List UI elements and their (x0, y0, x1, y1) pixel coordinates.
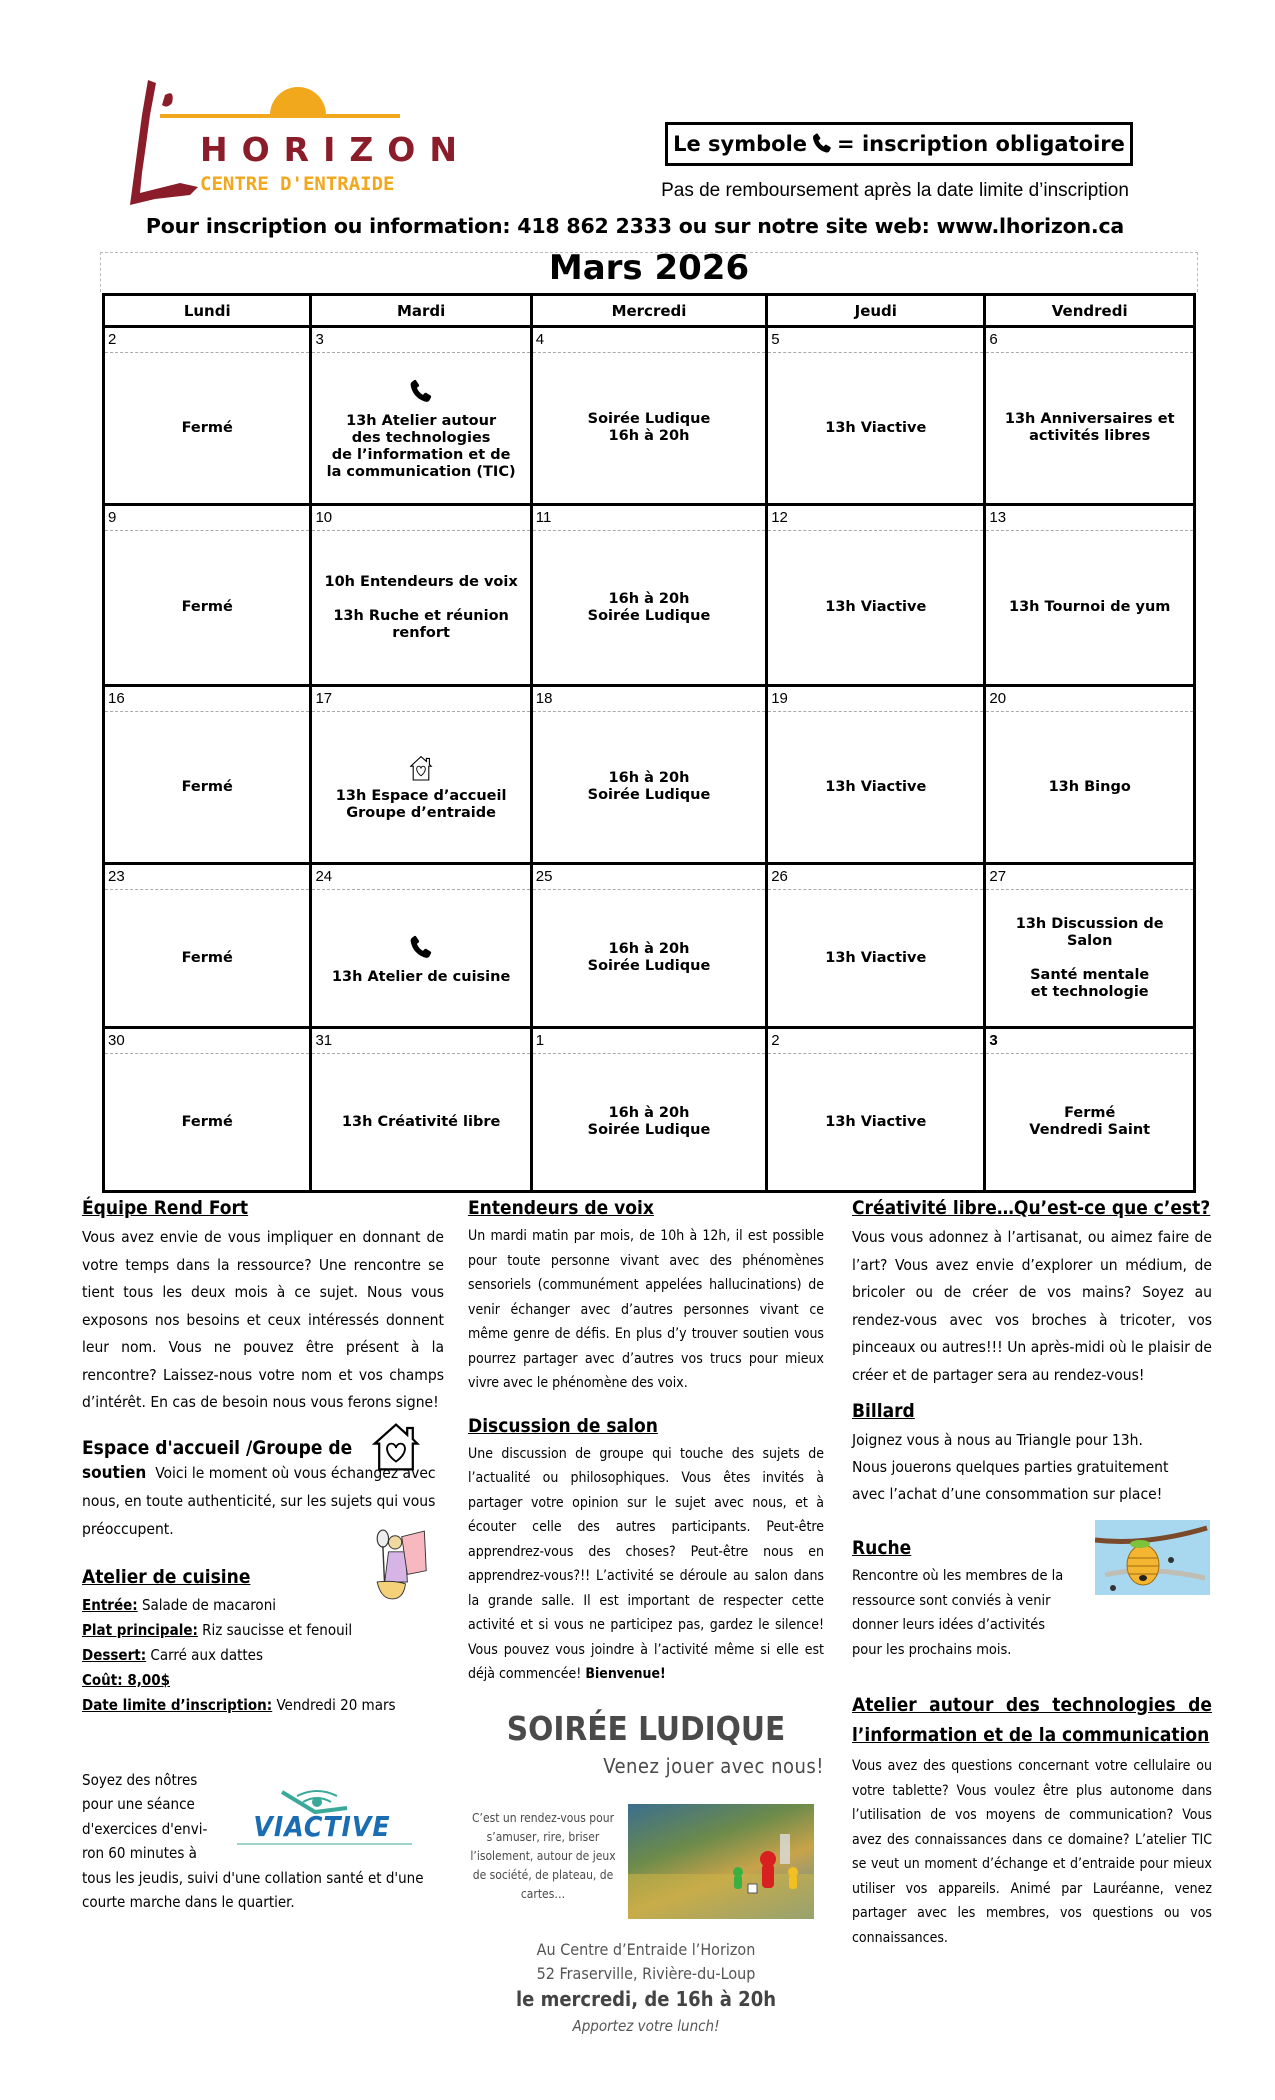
soiree-lunch-note: Apportez votre lunch! (572, 2016, 720, 2035)
event-line: Fermé (181, 778, 233, 795)
event-line: 13h Tournoi de yum (1008, 599, 1171, 615)
day-number: 20 (986, 687, 1193, 712)
day-events (533, 712, 765, 862)
billard-line: avec l’achat d’une consommation sur place! (852, 1485, 1163, 1503)
event-line: Soirée Ludique (587, 1122, 711, 1138)
day-number: 24 (312, 865, 529, 890)
section-atelier-cuisine (82, 1565, 444, 1718)
event-line: et technologie (1030, 983, 1149, 1000)
viactive-logo (227, 1788, 417, 1848)
event-line: Fermé (181, 1113, 233, 1130)
viactive-text: tous les jeudis, suivi d'une collation santé et d'une courte marche dans le quartier. (82, 1868, 424, 1911)
day-events (986, 1054, 1193, 1190)
event-line: 13h Viactive (825, 599, 927, 615)
discussion-text: Une discussion de groupe qui touche des sujets de l’actualité ou philosophiques. Vous êtes invités à partager votre opinion sur le sujet avec nous, et à écouter celle des autres participants. Peut-être apprendrez-vous des choses? Peut-être nous en apprendrez-vous?!! L’activité se déroule au salon dans la grande salle. Il est important de respecter cette activité et si vous ne participez pas, gardez le silence! Vous pouvez vous joindre à l’activité même si elle est déjà commencée! (468, 1445, 824, 1682)
section-text: Vous vous adonnez à l’artisanat, ou aimez faire de l’art? Vous avez envie d’explorer un médium, de bricoler ou de créer de vos mains? Soyez au rendez-vous avec vos broches à tricoter, vos pinceaux ou autres!!! Un après-midi où le plaisir de créer et de partager sera au rendez-vous! (852, 1228, 1212, 1384)
day-number: 19 (768, 687, 983, 712)
info-column-left (82, 1196, 444, 1915)
event-line: la communication (TIC) (326, 464, 516, 480)
viactive-intro (82, 1768, 222, 1866)
day-events (105, 1054, 309, 1190)
calendar-day-cell[interactable] (767, 505, 985, 686)
day-events (768, 1054, 983, 1190)
calendar-day-cell[interactable] (767, 327, 985, 505)
lhorizon-logo (120, 75, 471, 210)
phone-icon (406, 931, 436, 965)
day-events (312, 531, 529, 684)
soiree-subtitle: Venez jouer avec nous! (603, 1753, 824, 1778)
weekday-header: Vendredi (985, 295, 1195, 327)
event-line: 13h Viactive (825, 1113, 927, 1130)
event-line: activités libres (1029, 428, 1151, 444)
event-line: 16h à 20h (608, 770, 690, 786)
section-title: Créativité libre…Qu’est-ce que c’est? (852, 1197, 1211, 1219)
game-pieces-icon (628, 1804, 814, 1919)
section-viactive (82, 1768, 444, 1915)
soiree-schedule: le mercredi, de 16h à 20h (515, 1986, 777, 2011)
event-line: 13h Espace d’accueil (335, 788, 507, 804)
day-events (533, 353, 765, 503)
symbol-note-after: = inscription obligatoire (837, 132, 1125, 156)
day-events (986, 712, 1193, 862)
section-title: Entendeurs de voix (468, 1197, 654, 1219)
event-line: 13h Créativité libre (341, 1113, 501, 1130)
symbol-note-before: Le symbole (673, 132, 808, 156)
board-game-photo (628, 1804, 814, 1919)
calendar-day-cell[interactable] (531, 327, 766, 505)
event-line: Soirée Ludique (587, 787, 711, 803)
calendar-week-row (104, 505, 1195, 686)
day-events (533, 1054, 765, 1190)
day-events (533, 531, 765, 684)
event-line: 13h Viactive (825, 949, 927, 966)
menu-item-value: Riz saucisse et fenouil (197, 1620, 353, 1639)
event-line: Fermé (181, 949, 233, 966)
viactive-line: pour une séance (82, 1795, 195, 1813)
event-line: 13h Viactive (825, 419, 927, 436)
day-events (986, 531, 1193, 684)
day-events (986, 353, 1193, 503)
day-number: 23 (105, 865, 309, 890)
event-line: 13h Discussion de (1015, 915, 1164, 932)
day-events (312, 890, 529, 1026)
viactive-line: Soyez des nôtres (82, 1770, 198, 1789)
calendar-day-cell[interactable] (104, 505, 311, 686)
calendar-day-cell[interactable] (104, 686, 311, 864)
section-title: Billard (852, 1400, 915, 1422)
day-number: 30 (105, 1029, 309, 1054)
menu-list (82, 1593, 444, 1718)
logo-subtitle: CENTRE D'ENTRAIDE (200, 173, 395, 195)
day-number: 26 (768, 865, 983, 890)
section-discussion-salon (468, 1414, 824, 1687)
registration-symbol-note (665, 122, 1133, 166)
calendar-day-cell[interactable] (311, 864, 531, 1028)
cooking-chef-illustration (364, 1525, 430, 1605)
accueil-title-line2: soutien (82, 1462, 147, 1483)
event-line: Groupe d’entraide (346, 805, 496, 821)
calendar-day-cell[interactable] (104, 327, 311, 505)
phone-icon (809, 131, 835, 157)
menu-item (82, 1618, 444, 1643)
event-line: de l’information et de (331, 447, 511, 463)
section-text: Vous avez des questions concernant votre cellulaire ou votre tablette? Vous voulez être plus autonome dans l’utilisation de vos moyens de communication? Vous avez des connaissances dans ce domaine? L’atelier TIC se veut un moment d’échange et d’entraide pour mieux utiliser vos appareils. Animé par Lauréanne, venez partager avec les membres, vos questions ou vos connaissances. (852, 1758, 1212, 1946)
event-line: 13h Atelier autour (346, 413, 497, 429)
ruche-line: donner leurs idées d’activités (852, 1617, 1046, 1633)
info-column-right (852, 1196, 1212, 1950)
weekday-header: Mercredi (531, 295, 766, 327)
day-events (105, 712, 309, 862)
event-line: Fermé (181, 599, 233, 615)
weekday-header: Mardi (311, 295, 531, 327)
soiree-title: SOIRÉE LUDIQUE (506, 1708, 786, 1748)
info-column-middle (468, 1196, 824, 2039)
calendar-day-cell[interactable] (985, 864, 1195, 1028)
event-line: 13h Anniversaires et (1004, 411, 1175, 427)
menu-item-label: Entrée: (82, 1595, 138, 1614)
billard-line: Nous jouerons quelques parties gratuitement (852, 1458, 1169, 1476)
day-number: 13 (986, 506, 1193, 531)
event-line: Santé mentale (1030, 966, 1150, 983)
day-events (768, 353, 983, 503)
soiree-description: C’est un rendez-vous pour s’amuser, rire, briser l’isolement, autour de jeux de société, de plateau, de cartes… (470, 1810, 616, 1901)
calendar-grid (102, 293, 1196, 1193)
viactive-logo-text: VIACTIVE (253, 1809, 391, 1843)
day-number: 2 (105, 328, 309, 353)
house-heart-icon (406, 752, 436, 784)
menu-item-value: Vendredi 20 mars (272, 1695, 396, 1714)
weekday-header: Lundi (104, 295, 311, 327)
event-line: Fermé (181, 419, 233, 436)
day-events (533, 890, 765, 1026)
menu-item (82, 1643, 444, 1668)
calendar-day-cell[interactable] (767, 686, 985, 864)
ruche-line: pour les prochains mois. (852, 1641, 1012, 1658)
event-line: des technologies (351, 430, 491, 446)
day-number: 3 (986, 1029, 1193, 1054)
billard-line: Joignez vous à nous au Triangle pour 13h. (852, 1431, 1143, 1449)
calendar-day-cell[interactable] (767, 1028, 985, 1192)
menu-item-value: Salade de macaroni (137, 1595, 276, 1614)
calendar-day-cell[interactable] (531, 864, 766, 1028)
section-text: Vous avez envie de vous impliquer en donnant de votre temps dans la ressource? Une rencontre se tient tous les deux mois à ce sujet. Nous vous exposons nos besoins et ceux intéressés donnent leur nom. Vous ne pouvez être présent à la rencontre? Laissez-nous votre nom et vos champs d’intérêt. En cas de besoin nous vous ferons signe! (82, 1228, 444, 1411)
contact-info: Pour inscription ou information: 418 862 2333 ou sur notre site web: www.lhorizon.ca (145, 214, 1125, 238)
section-title: Équipe Rend Fort (82, 1197, 249, 1219)
day-number: 10 (312, 506, 529, 531)
refund-note: Pas de remboursement après la date limite d’inscription (661, 180, 1129, 201)
day-events (105, 353, 309, 503)
day-events (312, 1054, 529, 1190)
day-number: 6 (986, 328, 1193, 353)
calendar-day-cell[interactable] (985, 1028, 1195, 1192)
section-title: Atelier de cuisine (82, 1565, 251, 1588)
calendar-day-cell[interactable] (311, 1028, 531, 1192)
day-number: 5 (768, 328, 983, 353)
section-atelier-tic (852, 1690, 1212, 1950)
section-title: Atelier autour des technologies de l’information et de la communication (852, 1694, 1212, 1746)
beehive-illustration (1095, 1520, 1210, 1595)
day-number: 11 (533, 506, 765, 531)
calendar-day-cell[interactable] (985, 327, 1195, 505)
section-entendeurs-de-voix (468, 1196, 824, 1396)
day-number: 1 (533, 1029, 765, 1054)
calendar-week-row (104, 1028, 1195, 1192)
logo-name: HORIZON (200, 130, 471, 169)
menu-item-value: Carré aux dattes (146, 1645, 264, 1664)
day-events (105, 890, 309, 1026)
day-number: 16 (105, 687, 309, 712)
menu-item-label: Dessert: (82, 1645, 147, 1664)
calendar-day-cell[interactable] (311, 686, 531, 864)
section-text: Un mardi matin par mois, de 10h à 12h, il est possible pour toute personne vivant avec des phénomènes sensoriels (communément appelées hallucinations) de venir échanger avec d’autres personnes vivant ce même genre de défis. En plus d’y trouver soutien vous pourrez partager avec d’autres vos trucs pour mieux vivre avec le phénomène des voix. (468, 1228, 824, 1391)
day-events (312, 712, 529, 862)
section-title: Discussion de salon (468, 1414, 658, 1437)
calendar-day-cell[interactable] (531, 686, 766, 864)
event-line: 16h à 20h (608, 1105, 690, 1121)
event-line: Soirée Ludique (587, 958, 711, 974)
day-events (105, 531, 309, 684)
event-line: Vendredi Saint (1029, 1122, 1151, 1138)
discussion-closing: Bienvenue! (585, 1666, 666, 1682)
calendar-day-cell[interactable] (531, 505, 766, 686)
day-number: 9 (105, 506, 309, 531)
menu-item-label: Plat principale: (82, 1620, 198, 1639)
house-heart-icon (368, 1419, 424, 1475)
day-number: 17 (312, 687, 529, 712)
calendar-title: Mars 2026 (548, 248, 750, 288)
calendar-day-cell[interactable] (104, 864, 311, 1028)
section-billard (852, 1399, 1212, 1508)
event-line: 10h Entendeurs de voix (324, 573, 518, 590)
event-line: 16h à 20h (608, 941, 690, 957)
day-number: 3 (312, 328, 529, 353)
section-text (468, 1442, 824, 1687)
event-line: 13h Bingo (1048, 778, 1131, 795)
soiree-ludique-flyer (468, 1709, 824, 2039)
day-events (768, 890, 983, 1026)
day-number: 31 (312, 1029, 529, 1054)
day-events (312, 353, 529, 503)
calendar-day-cell[interactable] (311, 505, 531, 686)
soiree-address-line1: Au Centre d’Entraide l’Horizon (536, 1939, 756, 1959)
calendar-week-row (104, 686, 1195, 864)
calendar-week-row (104, 864, 1195, 1028)
menu-item-label: Coût: 8,00$ (82, 1670, 171, 1689)
calendar-day-cell[interactable] (985, 505, 1195, 686)
section-creativite-libre (852, 1196, 1212, 1389)
calendar-week-row (104, 327, 1195, 505)
day-number: 4 (533, 328, 765, 353)
day-events (768, 712, 983, 862)
viactive-line: d'exercices d'envi- (82, 1819, 208, 1838)
menu-item-label: Date limite d’inscription: (82, 1695, 273, 1714)
event-line: 16h à 20h (608, 428, 690, 444)
event-line: renfort (392, 624, 450, 641)
day-number: 25 (533, 865, 765, 890)
day-number: 27 (986, 865, 1193, 890)
phone-icon (406, 375, 436, 409)
day-events (986, 890, 1193, 1026)
event-line: 13h Atelier de cuisine (331, 968, 511, 985)
ruche-line: Rencontre où les membres de la (852, 1568, 1064, 1584)
weekday-header-row (104, 295, 1195, 327)
calendar-day-cell[interactable] (531, 1028, 766, 1192)
event-line: Soirée Ludique (587, 411, 711, 427)
event-line: 13h Viactive (825, 778, 927, 795)
soiree-address-line2: 52 Fraserville, Rivière-du-Loup (536, 1963, 756, 1983)
accueil-title-line1: Espace d'accueil /Groupe de (82, 1436, 353, 1459)
menu-item (82, 1693, 444, 1718)
day-number: 18 (533, 687, 765, 712)
calendar-day-cell[interactable] (985, 686, 1195, 864)
event-line: Soirée Ludique (587, 607, 711, 624)
calendar-day-cell[interactable] (311, 327, 531, 505)
viactive-line: ron 60 minutes à (82, 1844, 197, 1862)
day-number: 2 (768, 1029, 983, 1054)
day-events (768, 531, 983, 684)
calendar-day-cell[interactable] (767, 864, 985, 1028)
ruche-line: ressource sont conviés à venir (852, 1592, 1051, 1609)
menu-item (82, 1668, 444, 1693)
calendar-day-cell[interactable] (104, 1028, 311, 1192)
section-title: Ruche (852, 1537, 912, 1559)
event-line: Salon (1066, 932, 1113, 949)
accueil-text: Voici le moment où vous échangez avec nous, en toute authenticité, sur les sujets qui vous préoccupent. (82, 1463, 436, 1538)
event-line: 16h à 20h (608, 590, 690, 607)
weekday-header: Jeudi (767, 295, 985, 327)
event-line: 13h Ruche et réunion (333, 607, 509, 624)
section-ruche (852, 1536, 1212, 1662)
event-line: Fermé (1064, 1105, 1116, 1121)
section-equipe-rend-fort (82, 1196, 444, 1417)
day-number: 12 (768, 506, 983, 531)
